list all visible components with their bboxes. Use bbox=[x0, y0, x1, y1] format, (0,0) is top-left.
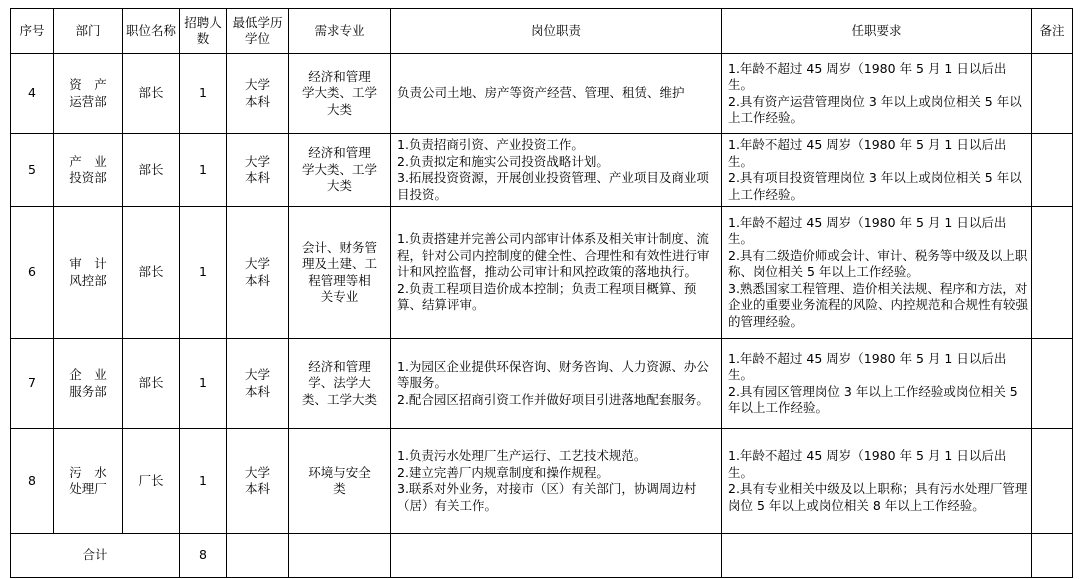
education-line: 本科 bbox=[244, 481, 270, 496]
education-cell bbox=[227, 207, 289, 339]
duty-item: 2.负责工程项目造价成本控制；负责工程项目概算、预算、结算评审。 bbox=[397, 280, 697, 313]
total-count: 8 bbox=[180, 534, 227, 578]
dept-line: 审 计 bbox=[69, 256, 107, 271]
duty-item: 2.配合园区招商引资工作并做好项目引进落地配套服务。 bbox=[397, 391, 709, 407]
major-line: 理及土建、工 bbox=[301, 256, 377, 271]
table-row bbox=[11, 339, 1073, 429]
remarks-cell bbox=[1032, 429, 1073, 534]
total-empty-cell bbox=[1032, 534, 1073, 578]
recruitment-table bbox=[10, 8, 1073, 578]
total-empty-cell bbox=[227, 534, 289, 578]
major-line: 经济和管理 bbox=[308, 358, 371, 374]
total-empty-cell bbox=[391, 534, 722, 578]
requirement-item: 1.年龄不超过 45 周岁（1980 年 5 月 1 日以后出生。 bbox=[728, 448, 1007, 480]
major-cell bbox=[289, 54, 391, 134]
remarks-cell bbox=[1032, 54, 1073, 134]
duties-cell bbox=[391, 54, 722, 134]
duty-item: 2.建立完善厂内规章制度和操作规程。 bbox=[397, 464, 609, 480]
major-line: 类、工学大类 bbox=[301, 391, 377, 407]
seq-cell: 4 bbox=[11, 54, 54, 134]
remarks-cell bbox=[1032, 339, 1073, 429]
education-cell bbox=[227, 134, 289, 207]
table-row bbox=[11, 134, 1073, 207]
table-row bbox=[11, 207, 1073, 339]
requirement-item: 1.年龄不超过 45 周岁（1980 年 5 月 1 日以后出生。 bbox=[728, 350, 1007, 382]
position-cell: 部长 bbox=[123, 54, 180, 134]
dept-line: 处理厂 bbox=[69, 481, 107, 496]
major-line: 学大类、工学 bbox=[301, 85, 377, 101]
major-line: 学、法学大 bbox=[308, 375, 371, 391]
major-line: 环境与安全 bbox=[308, 464, 371, 480]
education-line: 大学 bbox=[244, 77, 270, 92]
major-line: 类 bbox=[333, 481, 346, 496]
dept-cell bbox=[54, 339, 123, 429]
total-row bbox=[11, 534, 1073, 578]
header-dept: 部门 bbox=[54, 9, 123, 54]
dept-cell bbox=[54, 207, 123, 339]
education-cell bbox=[227, 339, 289, 429]
requirements-cell bbox=[722, 134, 1032, 207]
seq-cell: 8 bbox=[11, 429, 54, 534]
dept-cell bbox=[54, 134, 123, 207]
education-cell bbox=[227, 54, 289, 134]
seq-cell: 7 bbox=[11, 339, 54, 429]
education-cell bbox=[227, 429, 289, 534]
requirement-item: 2.具有园区管理岗位 3 年以上工作经验或岗位相关 5 年以上工作经验。 bbox=[728, 383, 1018, 415]
requirement-item: 1.年龄不超过 45 周岁（1980 年 5 月 1 日以后出生。 bbox=[728, 137, 1007, 169]
duty-item: 1.负责搭建并完善公司内部审计体系及相关审计制度、流程，针对公司内控制度的健全性、合理性和有效性进行审计和风控监督，推动公司审计和风控政策的落地执行。 bbox=[397, 231, 710, 280]
requirements-cell bbox=[722, 54, 1032, 134]
count-cell: 1 bbox=[180, 134, 227, 207]
major-line: 经济和管理 bbox=[308, 68, 371, 84]
dept-cell bbox=[54, 429, 123, 534]
major-line: 学大类、工学 bbox=[301, 161, 377, 177]
requirements-cell bbox=[722, 339, 1032, 429]
position-cell: 部长 bbox=[123, 134, 180, 207]
major-line: 关专业 bbox=[320, 289, 359, 304]
header-major: 需求专业 bbox=[289, 9, 391, 54]
major-cell bbox=[289, 339, 391, 429]
position-cell: 部长 bbox=[123, 339, 180, 429]
education-line: 大学 bbox=[244, 256, 270, 271]
seq-cell: 6 bbox=[11, 207, 54, 339]
requirement-item: 3.熟悉国家工程管理、造价相关法规、程序和方法，对企业的重要业务流程的风险、内控规范和合规性有较强的管理经验。 bbox=[728, 280, 1029, 329]
education-line: 大学 bbox=[244, 464, 270, 480]
major-line: 大类 bbox=[326, 178, 352, 194]
dept-line: 企 业 bbox=[69, 367, 107, 382]
requirement-item: 2.具有二级造价师或会计、审计、税务等中级及以上职称、岗位相关 5 年以上工作经验。 bbox=[728, 247, 1028, 280]
dept-line: 资 产 bbox=[69, 77, 107, 92]
dept-line: 污 水 bbox=[69, 464, 107, 480]
duty-item: 3.联系对外业务，对接市（区）有关部门，协调周边村（居）有关工作。 bbox=[397, 481, 697, 513]
header-requirements: 任职要求 bbox=[722, 9, 1032, 54]
major-line: 大类 bbox=[326, 101, 352, 117]
duty-item: 3.拓展投资资源，开展创业投资管理、产业项目及商业项目投资。 bbox=[397, 170, 709, 202]
total-empty-cell bbox=[289, 534, 391, 578]
table-row bbox=[11, 429, 1073, 534]
remarks-cell bbox=[1032, 134, 1073, 207]
dept-cell bbox=[54, 54, 123, 134]
education-line: 本科 bbox=[244, 170, 270, 185]
education-line: 大学 bbox=[244, 153, 270, 169]
duties-cell bbox=[391, 429, 722, 534]
duty-item: 2.负责拟定和施实公司投资战略计划。 bbox=[397, 153, 609, 169]
duty-item: 1.为园区企业提供环保咨询、财务咨询、人力资源、办公等服务。 bbox=[397, 358, 709, 391]
count-cell: 1 bbox=[180, 207, 227, 339]
duties-cell bbox=[391, 207, 722, 339]
major-line: 经济和管理 bbox=[308, 145, 371, 161]
duty-item: 1.负责污水处理厂生产运行、工艺技术规范。 bbox=[397, 448, 647, 463]
remarks-cell bbox=[1032, 207, 1073, 339]
major-cell bbox=[289, 134, 391, 207]
header-seq: 序号 bbox=[11, 9, 54, 54]
header-count: 招聘人数 bbox=[180, 9, 227, 54]
dept-line: 风控部 bbox=[69, 272, 107, 288]
header-position: 职位名称 bbox=[123, 9, 180, 54]
dept-line: 投资部 bbox=[69, 170, 107, 185]
dept-line: 产 业 bbox=[69, 153, 107, 169]
header-education: 最低学历学位 bbox=[227, 9, 289, 54]
requirements-cell bbox=[722, 429, 1032, 534]
education-line: 本科 bbox=[244, 93, 270, 109]
major-line: 程管理等相 bbox=[308, 272, 371, 288]
count-cell: 1 bbox=[180, 339, 227, 429]
requirement-item: 2.具有项目投资管理岗位 3 年以上或岗位相关 5 年以上工作经验。 bbox=[728, 170, 1022, 202]
requirement-item: 1.年龄不超过 45 周岁（1980 年 5 月 1 日以后出生。 bbox=[728, 60, 1007, 92]
table-body bbox=[11, 54, 1073, 534]
education-line: 本科 bbox=[244, 383, 270, 399]
major-cell bbox=[289, 207, 391, 339]
position-cell: 厂长 bbox=[123, 429, 180, 534]
count-cell: 1 bbox=[180, 429, 227, 534]
requirement-item: 2.具有资产运营管理岗位 3 年以上或岗位相关 5 年以上工作经验。 bbox=[728, 93, 1022, 125]
duties-cell bbox=[391, 134, 722, 207]
total-empty-cell bbox=[722, 534, 1032, 578]
duties-cell bbox=[391, 339, 722, 429]
education-line: 大学 bbox=[244, 367, 270, 382]
requirement-item: 1.年龄不超过 45 周岁（1980 年 5 月 1 日以后出生。 bbox=[728, 214, 1007, 247]
duty-item: 负责公司土地、房产等资产经营、管理、租赁、维护 bbox=[397, 85, 685, 101]
total-label: 合计 bbox=[11, 534, 180, 578]
major-line: 会计、财务管 bbox=[301, 239, 377, 255]
seq-cell: 5 bbox=[11, 134, 54, 207]
major-cell bbox=[289, 429, 391, 534]
header-duties: 岗位职责 bbox=[391, 9, 722, 54]
count-cell: 1 bbox=[180, 54, 227, 134]
requirement-item: 2.具有专业相关中级及以上职称；具有污水处理厂管理岗位 5 年以上或岗位相关 8 年以上工作经验。 bbox=[728, 481, 1028, 513]
dept-line: 运营部 bbox=[69, 93, 107, 109]
requirements-cell bbox=[722, 207, 1032, 339]
table-row bbox=[11, 54, 1073, 134]
duty-item: 1.负责招商引资、产业投资工作。 bbox=[397, 137, 584, 152]
header-remarks: 备注 bbox=[1032, 9, 1073, 54]
position-cell: 部长 bbox=[123, 207, 180, 339]
dept-line: 服务部 bbox=[69, 383, 107, 399]
header-row bbox=[11, 9, 1073, 54]
recruitment-table-sheet bbox=[10, 8, 1072, 572]
education-line: 本科 bbox=[244, 272, 270, 288]
